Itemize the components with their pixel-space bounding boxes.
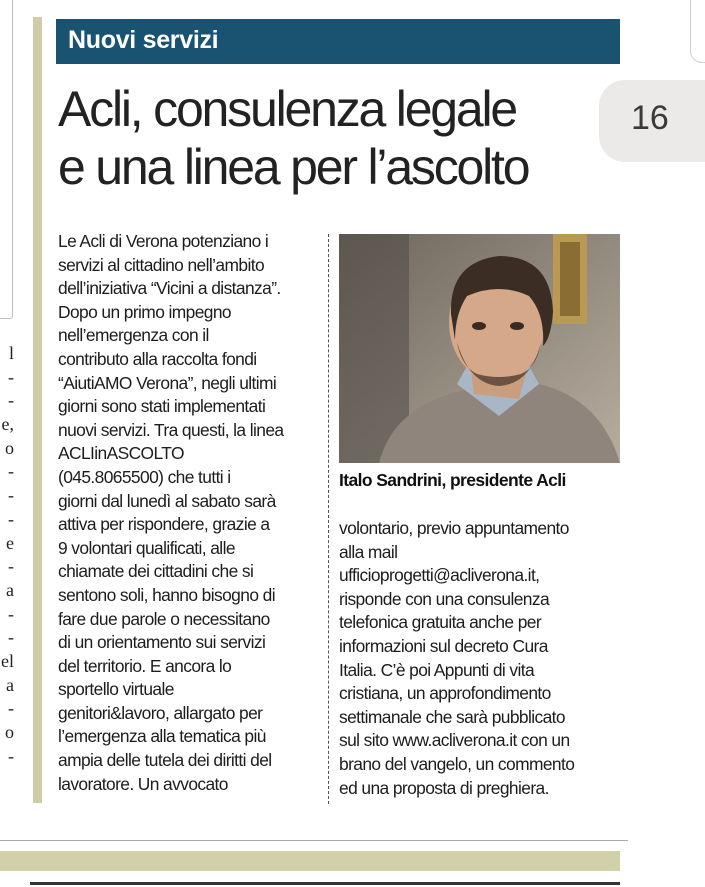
previous-article-line: - <box>8 556 14 577</box>
next-page-frame <box>690 0 705 63</box>
article-column-right <box>339 517 619 800</box>
portrait-image <box>339 234 620 463</box>
bottom-rule <box>30 882 620 885</box>
previous-article-fragment <box>0 342 14 768</box>
section-label: Nuovi servizi <box>68 26 219 54</box>
previous-article-line: a <box>6 674 14 695</box>
article-line: Le Acli di Verona potenziano i <box>58 231 269 251</box>
article-line: Italia. C’è poi Appunti di vita <box>339 659 535 680</box>
article-line: l’emergenza alla tematica più <box>58 726 266 747</box>
previous-article-line: - <box>8 390 14 411</box>
headline-line-2: e una linea per l’ascolto <box>58 139 529 195</box>
article-line: Dopo un primo impegno <box>58 301 232 322</box>
article-line: ampia delle tutela dei diritti del <box>58 750 272 771</box>
previous-page-frame <box>0 0 13 319</box>
previous-article-line: - <box>8 366 14 387</box>
previous-article-line: - <box>8 627 14 648</box>
article-line: cristiana, un approfondimento <box>339 683 551 704</box>
article-line: sentono soli, hanno bisogno di <box>58 584 275 605</box>
portrait-photo <box>339 234 620 463</box>
article-line: nuovi servizi. Tra questi, la linea <box>58 419 284 440</box>
photo-caption: Italo Sandrini, presidente Acli <box>339 470 566 490</box>
article-line: brano del vangelo, un commento <box>339 753 575 774</box>
headline-line-1: Acli, consulenza legale <box>58 81 517 137</box>
article-line: del territorio. E ancora lo <box>58 655 232 676</box>
previous-article-line: a <box>6 579 14 600</box>
article-line: dell’iniziativa “Vicini a distanza”. <box>58 278 281 299</box>
article-line: giorni sono stati implementati <box>58 396 266 417</box>
article-line: nell’emergenza con il <box>58 325 209 346</box>
article-line: telefonica gratuita anche per <box>339 612 542 633</box>
previous-article-line: el <box>1 650 14 671</box>
section-header <box>56 19 620 64</box>
article-line: ufficioprogetti@acliverona.it, <box>339 565 540 586</box>
article-line: lavoratore. Un avvocato <box>58 773 228 794</box>
column-divider <box>328 234 329 804</box>
accent-bar <box>33 17 42 803</box>
article-line: contributo alla raccolta fondi <box>58 348 257 369</box>
article-line: servizi al cittadino nell’ambito <box>58 254 265 275</box>
bottom-accent-band <box>0 851 620 871</box>
article-line: giorni dal lunedì al sabato sarà <box>58 490 276 511</box>
article-line: genitori&lavoro, allargato per <box>58 702 263 723</box>
previous-article-line: - <box>8 745 14 766</box>
article-line: sportello virtuale <box>58 679 174 700</box>
previous-article-line: - <box>8 603 14 624</box>
article-line: settimanale che sarà pubblicato <box>339 706 565 727</box>
article-column-left <box>58 230 320 796</box>
previous-article-line: - <box>8 461 14 482</box>
previous-article-line: e, <box>1 414 14 435</box>
article-line: di un orientamento sui servizi <box>58 632 266 653</box>
previous-article-line: e <box>6 532 14 553</box>
article-line: volontario, previo appuntamento <box>339 518 569 538</box>
article-line: ed una proposta di preghiera. <box>339 777 549 798</box>
previous-article-line: o <box>5 437 14 458</box>
article-line: sul sito www.acliverona.it con un <box>339 730 570 751</box>
article-line: risponde con una consulenza <box>339 588 550 609</box>
article-line: “AiutiAMO Verona”, negli ultimi <box>58 372 277 393</box>
article-line: fare due parole o necessitano <box>58 608 270 629</box>
previous-article-line: - <box>8 485 14 506</box>
previous-article-line: l <box>8 343 14 363</box>
previous-article-line: - <box>8 698 14 719</box>
article-line: (045.8065500) che tutti i <box>58 466 231 487</box>
article-line: alla mail <box>339 541 398 562</box>
article-line: attiva per rispondere, grazie a <box>58 514 270 535</box>
article-line: 9 volontari qualificati, alle <box>58 537 235 558</box>
article-line: informazioni sul decreto Cura <box>339 635 548 656</box>
previous-article-line: o <box>5 722 14 742</box>
bottom-divider <box>0 840 628 841</box>
previous-article-line: - <box>8 508 14 529</box>
page-number-badge <box>599 80 705 162</box>
article-line: chiamate dei cittadini che si <box>58 561 254 582</box>
article-line: ACLIinASCOLTO <box>58 443 184 464</box>
page-number: 16 <box>631 99 669 137</box>
headline <box>58 80 598 196</box>
